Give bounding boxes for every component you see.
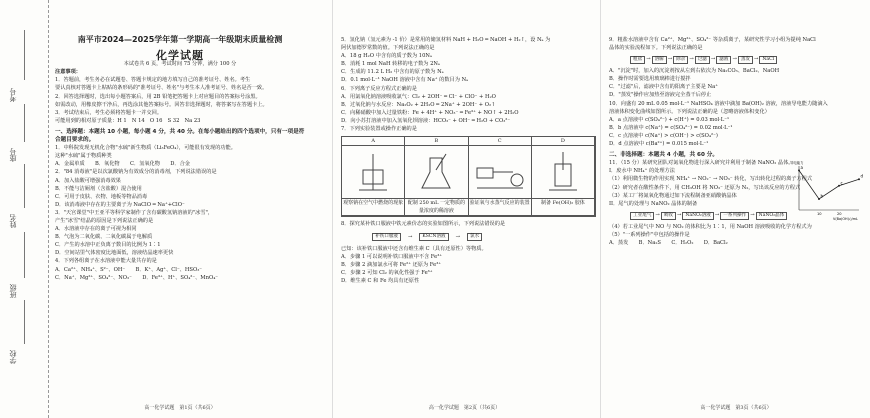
table-header: A bbox=[342, 137, 405, 146]
question-line: A．a 点溶液中 c(SO₄²⁻) + c(H⁺) = 0.03 mol·L⁻¹ bbox=[609, 116, 730, 123]
table-header: C bbox=[469, 137, 532, 146]
point-label: a bbox=[800, 164, 803, 170]
question-line: 1．中科院发现无机化合物"水硫"新生物质（Li₃FeO₄），可能很有发现的功能。 bbox=[55, 145, 236, 152]
page-footer: 高一化学试题 第2页（共6页） bbox=[428, 404, 501, 411]
nitrite-flow: 工业尾气 → 吸收 → NaNO₂溶液 → 一系列操作 → NaNO₂晶体 bbox=[629, 211, 870, 220]
margin-label-banji: 班级 bbox=[9, 284, 17, 298]
question-line: D．该消毒液中存在的主要离子为 NaClO ═ Na⁺+ClO⁻ bbox=[55, 201, 185, 208]
question-line: D．0.1 mol·L⁻¹ NaOH 溶液中含有 Na⁺ 的数目为 Nₐ bbox=[341, 77, 469, 84]
page-3 bbox=[600, 0, 870, 418]
table-caption: 制备 Fe(OH)₂ 胶体 bbox=[532, 199, 595, 216]
iron-test-flow bbox=[371, 233, 596, 241]
question-line: A．水溶液中存在的离子可视为相同 bbox=[55, 226, 137, 233]
question-line: （3）某工厂将氮氧化物通过如下流程制备亚硝酸钠晶体 bbox=[609, 192, 737, 199]
question-line: （5）"一系列操作"中包括的操作是 bbox=[609, 231, 690, 238]
point-label: d bbox=[860, 173, 864, 179]
question-line: B．气泡为二氧化碳、二氧化碳属于电解质 bbox=[55, 234, 153, 241]
margin-line bbox=[24, 104, 25, 142]
x-tick-label: 20 bbox=[837, 212, 842, 216]
question-line: C．"过滤"后，滤液中含有的阳离子主要是 Na⁺ bbox=[609, 84, 718, 91]
apparatus-d-figure bbox=[532, 146, 595, 199]
flow-step: 溶解 bbox=[652, 56, 667, 64]
page-1 bbox=[55, 0, 305, 418]
flow-step: NaNO₂溶液 bbox=[682, 212, 714, 220]
question-line: A．步骤 1 可以说明补铁口服液中不含 Fe³⁺ bbox=[341, 253, 443, 260]
question-line: D．空间站里气体密度比地面低，溶液结晶速率更快 bbox=[55, 250, 174, 257]
flow-step: 一系列操作 bbox=[720, 212, 749, 220]
question-line: A．金属单质 B．氧化物 C．氢氧化物 D．合金 bbox=[55, 161, 190, 168]
question-line: 7．下列实验装置或操作正确的是 bbox=[341, 126, 417, 133]
margin-line bbox=[24, 30, 25, 80]
exam-intro: 本试卷共 6 页，考试时间 75 分钟，满分 100 分 bbox=[123, 61, 237, 68]
question-line: D．d 点溶液中 c(Ba²⁺) = 0.015 mol·L⁻¹ bbox=[609, 141, 709, 148]
margin-label-xingming: 姓名 bbox=[9, 214, 17, 228]
question-line: 3．"天宫课堂"中王亚平等科学家制作了含有碳酸氢钠溶液的"冰雪"， bbox=[55, 209, 214, 216]
flow-step: NaCl bbox=[759, 56, 777, 64]
flow-step: 蒸发 bbox=[738, 56, 753, 64]
section-1-heading: 一、选择题：本题共 10 小题，每小题 4 分，共 40 分。在每小题给出的四个选项中，只有一项是符合题目要求的。 bbox=[55, 128, 305, 144]
y-axis-label: 导电能力 bbox=[790, 161, 804, 165]
question-line: 这种"水硫"属于物质种类 bbox=[55, 153, 112, 160]
table-header: D bbox=[532, 137, 595, 146]
question-line: C．生成的 11.2 L H₂ 中含有的原子数为 Nₐ bbox=[341, 69, 444, 76]
notice-line: 如需改动，用橡皮擦干净后，再选涂其他答案标号。回答非选择题时，将答案写在答题卡上。 bbox=[55, 101, 268, 108]
question-line: 6．下列离子反应方程式正确的是 bbox=[341, 85, 417, 92]
apparatus-c-figure bbox=[469, 146, 532, 199]
point-label: b bbox=[820, 193, 824, 199]
question-line: A．"沉淀"时，加入的沉淀剂按从左到右依次为 Na₂CO₃、BaCl₂、NaOH bbox=[609, 68, 780, 75]
section-2-heading: 二、非选择题：本题共 4 小题，共 60 分。 bbox=[609, 152, 718, 159]
table-caption: 配制 250 mL 一定物质的量浓度的稀溶液 bbox=[405, 199, 468, 216]
question-line: A．Ca²⁺、NH₄⁺、S²⁻、OH⁻ B．K⁺、Ag⁺、Cl⁻、HSO₃⁻ bbox=[55, 266, 203, 273]
exam-subtitle: 化学试题 bbox=[156, 49, 204, 63]
question-line: 产生"冰雪"结晶的原因是下列说法正确的是 bbox=[55, 217, 154, 224]
question-line: A．用氯氧化钠溶液吸收氯气：Cl₂ + 2OH⁻ ═ Cl⁻ + ClO⁻ + H₂O bbox=[341, 93, 496, 100]
flow-step: 滤液 bbox=[716, 56, 731, 64]
page-2 bbox=[332, 0, 596, 418]
question-line: D．"蒸发"操作应加热至溶液完全蒸干后停止 bbox=[609, 92, 712, 99]
notice-line: 2．回答选择题时，选出每小题答案后，用 2B 铅笔把答题卡上对应题目的答案标号涂黑。 bbox=[55, 93, 261, 100]
margin-line bbox=[24, 300, 25, 344]
question-line: 溶液体积变化曲线如图所示。下列说法正确的是（忽略溶液体积变化） bbox=[609, 108, 770, 115]
question-line: A．加入盐酸可增强消毒效果 bbox=[55, 177, 121, 184]
x-tick-label: 10 bbox=[817, 212, 822, 216]
point-label: c bbox=[840, 180, 843, 186]
question-line: （1）利用微生物的作用实现 NH₄⁺ → NO₂⁻ → NO₃⁻ 转化，写出转化过程的离子方程式 bbox=[609, 176, 813, 183]
notice-line: 1．答题前，考生务必在试题卷、答题卡规定的地方填写自己的准考证号、姓名。考生 bbox=[55, 77, 251, 84]
question-line: 4．下列各组离子在水溶液中能大量共存的是 bbox=[55, 258, 157, 265]
question-line: B．过氧化钠与水反应：Na₂O₂ + 2H₂O ═ 2Na⁺ + 2OH⁻ + O₂↑ bbox=[341, 101, 496, 108]
arrow-icon: → bbox=[455, 233, 461, 240]
atomic-masses: 可能用到的相对原子质量：H 1 N 14 O 16 S 32 Na 23 bbox=[55, 117, 201, 124]
question-line: II．尾气的处理与 NaNO₂ 晶体的制备 bbox=[609, 200, 698, 207]
salt-purification-flow: 粗盐 → 溶解 → 除杂 → 过滤 → 滤液 → 蒸发 → NaCl bbox=[629, 55, 870, 64]
question-line: C．Na⁺、Mg²⁺、SO₄²⁻、NO₃⁻ D．Fe³⁺、H⁺、SO₄²⁻、MnO₄⁻ bbox=[55, 274, 219, 281]
flow-step: 吸收 bbox=[661, 212, 676, 220]
question-line: C．c 点溶液中 c(Na⁺) > c(OH⁻) > c(SO₄²⁻) bbox=[609, 132, 718, 139]
flow-step: 粗盐 bbox=[630, 56, 645, 64]
question-line: 10．向盛有 20 mL 0.05 mol·L⁻¹ NaHSO₄ 溶液中滴加 Ba(OH)₂ 溶液，溶液导电能力随滴入 bbox=[609, 100, 828, 107]
question-line: A．18 g H₂O 中含有的质子数为 10Nₐ bbox=[341, 53, 432, 60]
question-line: 阿伏加德罗常数的值。下列说法正确的是 bbox=[341, 45, 435, 52]
question-line: 2．"84 消毒液"是以次氯酸钠为有效成分的消毒剂，下列说法错误的是 bbox=[55, 169, 217, 176]
question-line: 5．氢化钠（氢元素为 -1 价）是常用的储氢材料 NaH + H₂O ═ NaOH + H₂↑，设 Nₐ 为 bbox=[341, 37, 551, 43]
apparatus-a-figure bbox=[342, 146, 405, 199]
series-line bbox=[799, 170, 859, 199]
question-line: C．步骤 2 可知 Cl₂ 的氧化性强于 Fe³⁺ bbox=[341, 269, 433, 276]
table-caption: 验证氧与水蒸气反应的装置 bbox=[469, 199, 532, 216]
flow-step: NaNO₂晶体 bbox=[756, 212, 788, 220]
margin-line bbox=[24, 232, 25, 278]
notice-title: 注意事项： bbox=[55, 69, 81, 76]
question-line: 已知：该补铁口服液中还含有维生素 C（具有还原性）等物质。 bbox=[341, 245, 487, 252]
flow-step: 工业尾气 bbox=[630, 212, 654, 220]
notice-line: 要认真核对答题卡上粘贴的条形码的"准考证号、姓名"与考生本人准考证号、姓名是否一致。 bbox=[55, 85, 268, 92]
flow-step: 补铁口服液 bbox=[372, 233, 401, 241]
binding-margin bbox=[0, 0, 49, 418]
question-line: 晶体的实验流程如下。下列说法正确的是 bbox=[609, 45, 703, 52]
apparatus-table bbox=[341, 136, 596, 217]
flow-step: 氯水 bbox=[467, 233, 482, 241]
question-line: B．不能与洁厕剂（含盐酸）混合使用 bbox=[55, 185, 142, 192]
notice-line: 3．考试结束后，考生必须将答题卡一并交回。 bbox=[55, 109, 163, 116]
flow-step: 除杂 bbox=[673, 56, 688, 64]
table-caption: 观察钠在空气中燃烧的现象 bbox=[342, 199, 405, 216]
question-line: I．废水中 NH₄⁺ 的处理方法 bbox=[609, 168, 675, 175]
question-line: C．可用于皮肤、衣物、地板等物品消毒 bbox=[55, 193, 148, 200]
question-line: D．向小苏打溶液中加入氢氧化钡溶液：HCO₃⁻ + OH⁻ ═ H₂O + CO₃²⁻ bbox=[341, 117, 511, 124]
margin-label-zuohao: 座号 bbox=[9, 148, 17, 162]
question-line: D．维生素 C 和 Fe 均具有还原性 bbox=[341, 277, 420, 284]
margin-label-kaohao: 考号 bbox=[9, 88, 17, 102]
question-line: 11．（15 分）某研究团队对氮氧化物进行深入研究并利用于制备 NaNO₂ 晶体。 bbox=[609, 160, 794, 167]
margin-line bbox=[24, 164, 25, 208]
x-axis-label: V(Ba(OH)₂)/mL bbox=[833, 217, 858, 221]
question-line: B．b 点溶液中 c(Na⁺) = c(SO₄²⁻) = 0.02 mol·L⁻¹ bbox=[609, 124, 733, 131]
question-line: A．蒸发 B．Na₂S C．H₂O₂ D．BaCl₂ bbox=[609, 239, 728, 246]
question-line: 8．探究某补铁口服液中铁元素价态的实验如图所示，下列说法错误的是 bbox=[341, 221, 506, 228]
conductivity-chart bbox=[789, 160, 865, 222]
question-line: C．向稀硝酸中加入过量铁粉：Fe + 4H⁺ + NO₃⁻ ═ Fe³⁺ + NO↑ + 2H₂O bbox=[341, 109, 519, 116]
flow-step: 过滤 bbox=[695, 56, 710, 64]
question-line: B．操作时需要选用玻璃棒进行搅拌 bbox=[609, 76, 691, 83]
page-footer: 高一化学试题 第3页（共6页） bbox=[700, 404, 772, 411]
question-line: 9．粗盐水溶液中含有 Ca²⁺、Mg²⁺、SO₄²⁻ 等杂质离子，某研究性学习小组为提纯 NaCl bbox=[609, 37, 816, 43]
flow-step: KSCN溶液 bbox=[419, 233, 448, 241]
question-line: （4）若工业尾气中 NO 与 NO₂ 的体积比为 1∶1，用 NaOH 溶液吸收的化学方程式为 bbox=[609, 223, 812, 230]
margin-label-xuexiao: 学校 bbox=[9, 350, 17, 364]
page-footer: 高一化学试题 第1页（共6页） bbox=[144, 404, 216, 411]
question-line: B．消耗 1 mol NaH 转移的电子数为 2Nₐ bbox=[341, 61, 440, 68]
arrow-icon: → bbox=[407, 233, 413, 240]
table-header: B bbox=[405, 137, 468, 146]
exam-title: 南平市2024—2025学年第一学期高一年级期末质量检测 bbox=[77, 35, 283, 44]
question-line: C．产生的水溶中正负离子数目的比例为 1∶1 bbox=[55, 242, 161, 249]
apparatus-b-figure bbox=[405, 146, 468, 199]
question-line: （2）研究者在酸性条件下，用 CH₃OH 将 NO₃⁻ 还原为 N₂，写出该反应的方程式 bbox=[609, 184, 801, 191]
question-line: B．步骤 2 滴加氯水可将 Fe²⁺ 还原为 Fe³⁺ bbox=[341, 261, 442, 268]
